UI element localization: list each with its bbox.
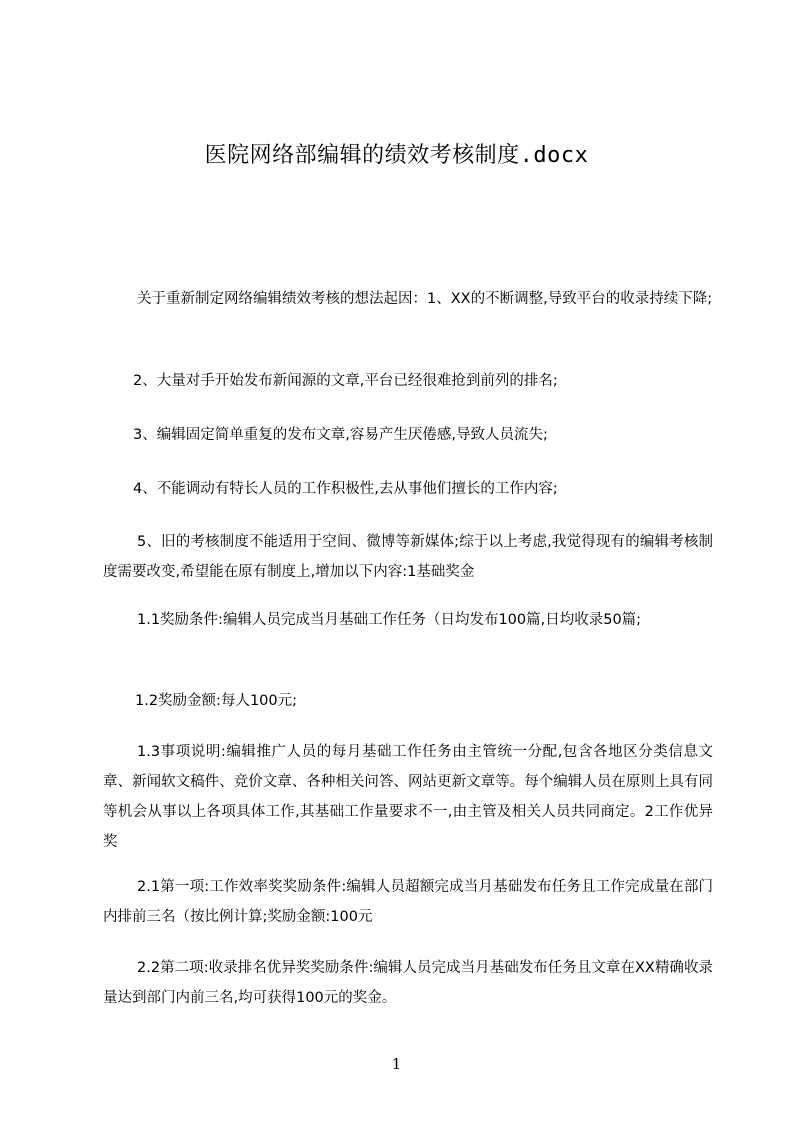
paragraph-background: 关于重新制定网络编辑绩效考核的想法起因：1、XX的不断调整,导致平台的收录持续下降; (137, 291, 713, 307)
paragraph-section-2-2: 2.2第二项:收录排名优异奖奖励条件:编辑人员完成当月基础发布任务且文章在XX精确收录量达到部门内前三名,均可获得100元的奖金。 (103, 960, 713, 1006)
paragraph-section-2-1: 2.1第一项:工作效率奖奖励条件:编辑人员超额完成当月基础发布任务且工作完成量在部门内排前三名（按比例计算;奖励金额:100元 (103, 879, 713, 925)
paragraph-section-1-2: 1.2奖励金额:每人100元; (135, 693, 298, 709)
paragraph-reason-5: 5、旧的考核制度不能适用于空间、微博等新媒体;综于以上考虑,我觉得现有的编辑考核制度需要改变,希望能在原有制度上,增加以下内容:1基础奖金 (103, 534, 713, 580)
paragraph-reason-2: 2、大量对手开始发布新闻源的文章,平台已经很难抢到前列的排名; (133, 373, 558, 389)
document-title: 医院网络部编辑的绩效考核制度.docx (204, 143, 589, 168)
paragraph-reason-4: 4、不能调动有特长人员的工作积极性,去从事他们擅长的工作内容; (133, 481, 558, 497)
paragraph-section-1-1: 1.1奖励条件:编辑人员完成当月基础工作任务（日均发布100篇,日均收录50篇; (137, 612, 642, 628)
paragraph-section-1-3: 1.3事项说明:编辑推广人员的每月基础工作任务由主管统一分配,包含各地区分类信息文章、新闻软文稿件、竞价文章、各种相关问答、网站更新文章等。每个编辑人员在原则上具有同等机会从事以上各项具体工作,其基础工作量要求不一,由主管及相关人员共同商定。2工作优异奖 (103, 744, 713, 850)
page-number: 1 (391, 1055, 402, 1073)
paragraph-reason-3: 3、编辑固定简单重复的发布文章,容易产生厌倦感,导致人员流失; (133, 427, 548, 443)
